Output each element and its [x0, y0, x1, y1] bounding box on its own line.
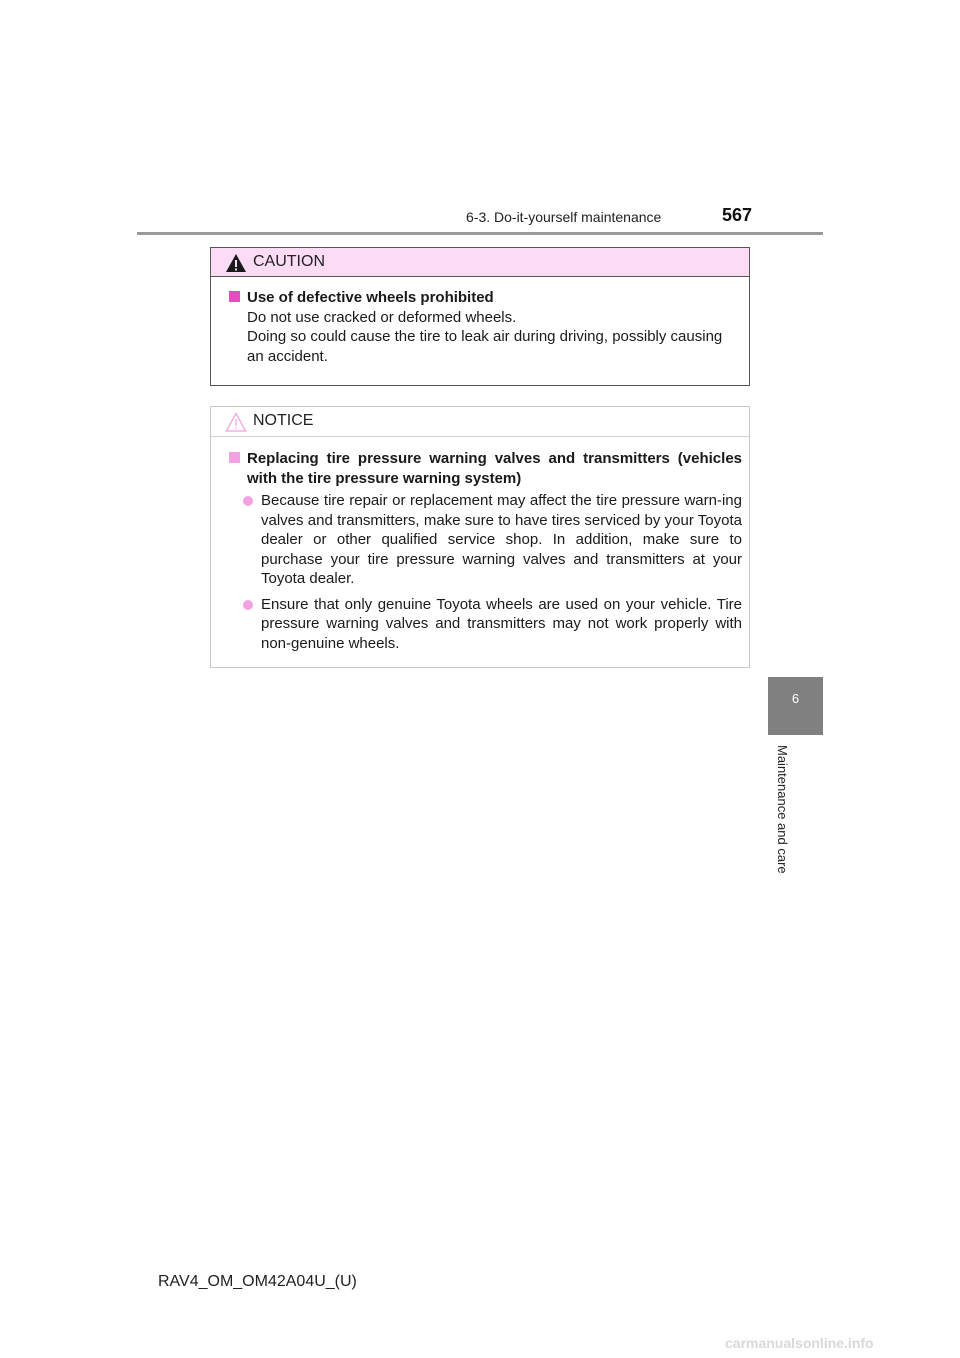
caution-header: [211, 248, 749, 277]
chapter-number: 6: [791, 691, 800, 706]
header-rule: [137, 232, 823, 235]
caution-title: Use of defective wheels prohibited: [229, 288, 742, 308]
notice-bullet: Because tire repair or replacement may affect the tire pressure warn-ing valves and transmitters, make sure to have tires serviced by your Toyota dealer or other qualified service shop. In addition, make sure to purchase your tire pressure warning valves and transmitters at your Toyota dealer.: [229, 491, 742, 589]
notice-label: NOTICE: [253, 412, 314, 429]
caution-line: Do not use cracked or deformed wheels.: [247, 308, 517, 326]
chapter-tab: [768, 677, 823, 735]
notice-title: Replacing tire pressure warning valves and transmitters (vehicles with the tire pressure warning system): [229, 449, 742, 488]
caution-box: [210, 247, 750, 386]
round-bullet-icon: [243, 496, 253, 506]
chapter-label: Maintenance and care: [775, 745, 790, 874]
watermark: carmanualsonline.info: [725, 1335, 874, 1351]
notice-header: [211, 407, 749, 437]
notice-box: [210, 406, 750, 668]
caution-label: CAUTION: [253, 253, 325, 270]
square-bullet-icon: [229, 452, 240, 463]
caution-line: Doing so could cause the tire to leak air during driving, possibly causing an accident.: [247, 328, 723, 365]
square-bullet-icon: [229, 291, 240, 302]
warning-triangle-filled-icon: [225, 253, 247, 273]
caution-body: [211, 277, 749, 366]
warning-triangle-outline-icon: [225, 412, 247, 432]
page-number: 567: [722, 205, 753, 225]
document-code: RAV4_OM_OM42A04U_(U): [158, 1273, 357, 1290]
notice-bullet: Ensure that only genuine Toyota wheels are used on your vehicle. Tire pressure warning valves and transmitters may not work properly with non-genuine wheels.: [229, 595, 742, 654]
section-header: 6-3. Do-it-yourself maintenance: [466, 209, 662, 225]
round-bullet-icon: [243, 600, 253, 610]
notice-body: [211, 437, 749, 653]
